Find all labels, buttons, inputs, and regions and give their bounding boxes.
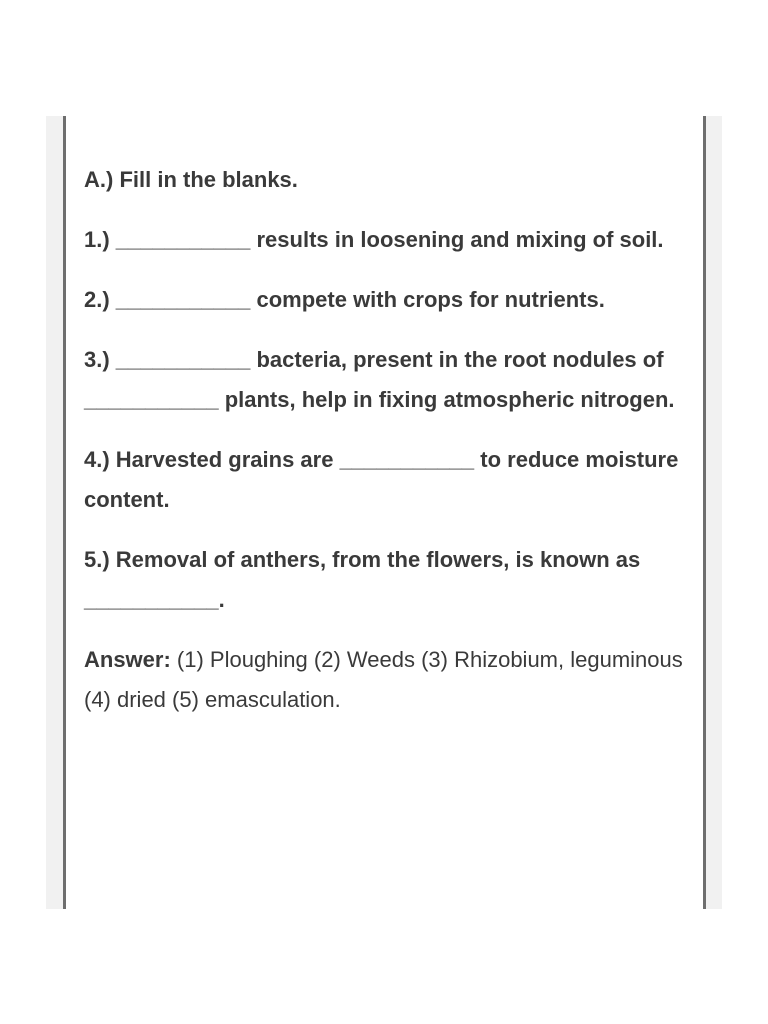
question-3: 3.) ___________ bacteria, present in the root nodules of ___________ plants, help in fixing atmospheric nitrogen.	[84, 347, 675, 412]
answer-label: Answer:	[84, 647, 171, 672]
answer-paragraph	[84, 640, 692, 720]
right-margin-strip	[706, 116, 722, 909]
right-border-line	[703, 116, 706, 909]
question-4: 4.) Harvested grains are ___________ to reduce moisture content.	[84, 447, 679, 512]
section-heading: A.) Fill in the blanks.	[84, 167, 298, 192]
left-margin-strip	[46, 116, 64, 909]
answer-text: (1) Ploughing (2) Weeds (3) Rhizobium, leguminous (4) dried (5) emasculation.	[84, 647, 683, 712]
worksheet-content	[84, 160, 692, 720]
left-border-line	[63, 116, 66, 909]
question-5: 5.) Removal of anthers, from the flowers, is known as ___________.	[84, 547, 641, 612]
question-1: 1.) ___________ results in loosening and mixing of soil.	[84, 227, 664, 252]
question-2: 2.) ___________ compete with crops for nutrients.	[84, 287, 605, 312]
